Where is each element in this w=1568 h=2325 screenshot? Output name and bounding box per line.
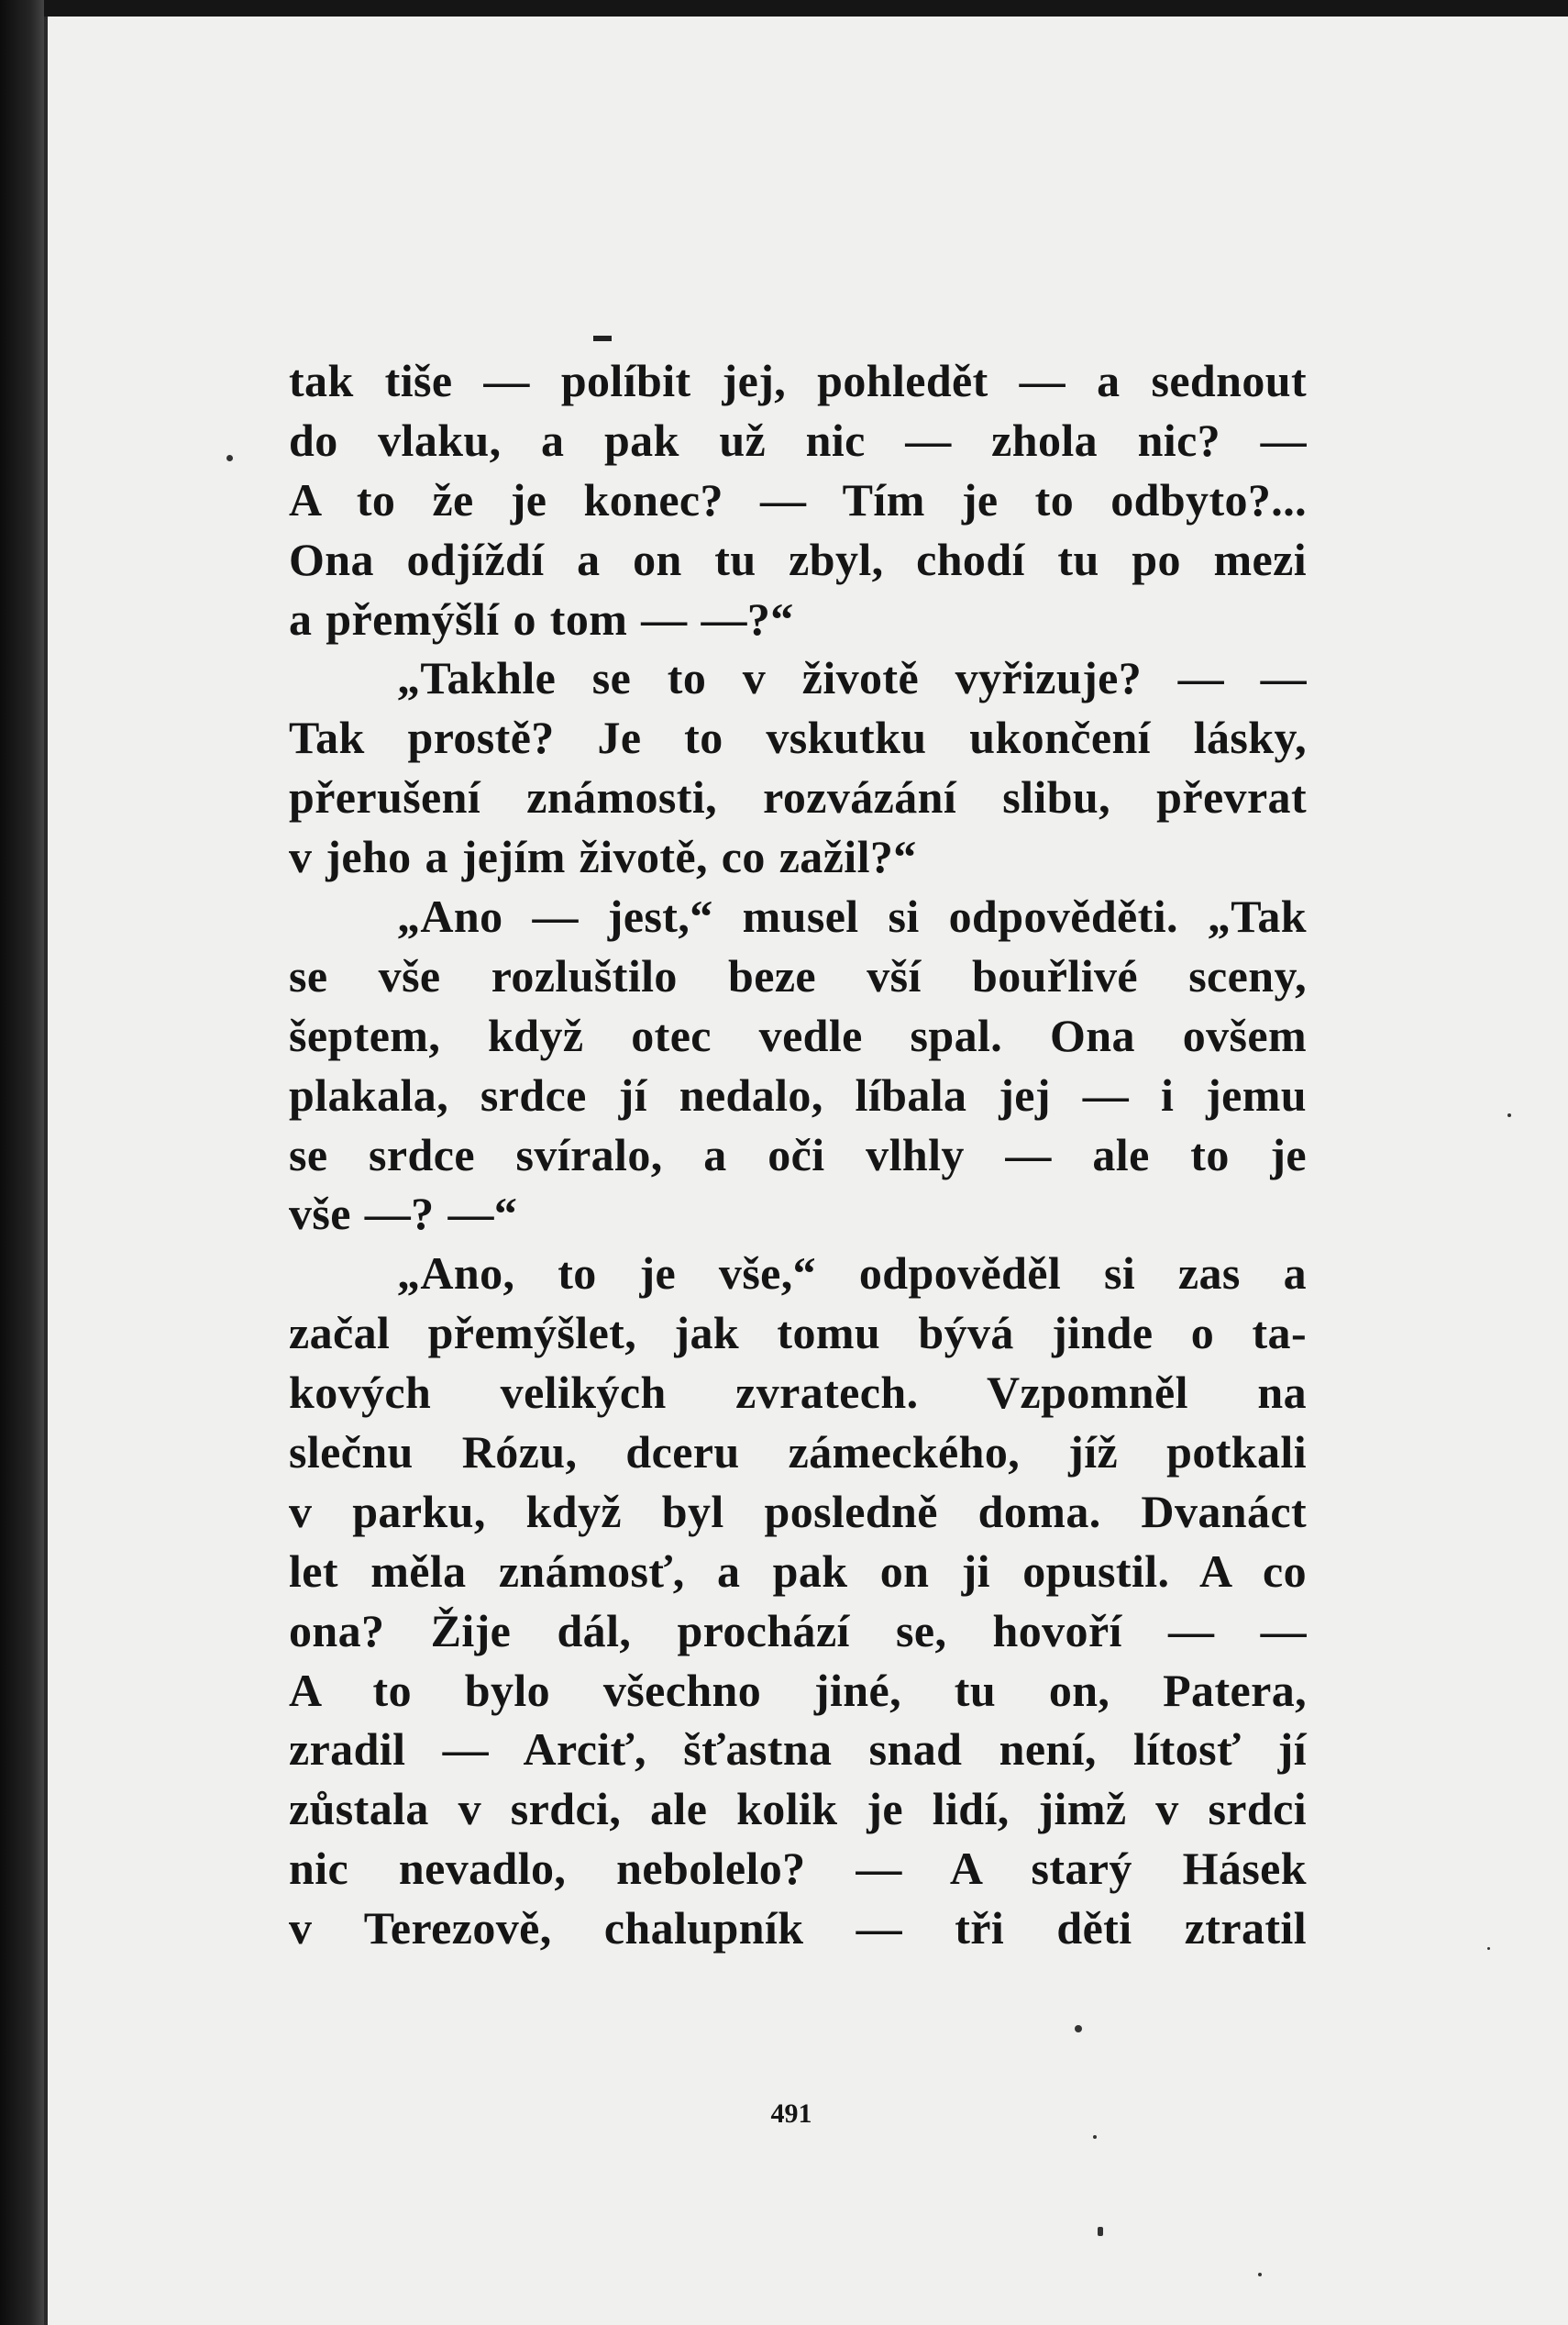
text-line: „Takhle se to v životě vyřizuje? — — bbox=[397, 652, 1307, 704]
book-page bbox=[44, 17, 1568, 2325]
text-line: plakala, srdce jí nedalo, líbala jej — i jemu bbox=[289, 1068, 1307, 1121]
top-dash-mark bbox=[593, 336, 612, 341]
text-line: nic nevadlo, nebolelo? — A starý Hásek bbox=[289, 1843, 1307, 1895]
text-line: šeptem, když otec vedle spal. Ona ovšem bbox=[289, 1009, 1307, 1061]
book-spine-edge bbox=[0, 0, 44, 2325]
text-line: Tak prostě? Je to vskutku ukončení lásky, bbox=[289, 712, 1307, 764]
body-text bbox=[289, 351, 1307, 1958]
text-line: přerušení známosti, rozvázání slibu, převrat bbox=[289, 771, 1307, 824]
text-line: let měla známosť, a pak on ji opustil. A co bbox=[289, 1544, 1307, 1597]
dust-speck bbox=[1093, 2135, 1097, 2139]
text-line: A to bylo všechno jiné, tu on, Patera, bbox=[289, 1664, 1307, 1716]
text-line: v jeho a jejím životě, co zažil?“ bbox=[289, 831, 917, 883]
page-number: 491 bbox=[770, 2098, 812, 2129]
text-line: vše —? —“ bbox=[289, 1188, 518, 1240]
dust-speck bbox=[1487, 1947, 1490, 1950]
dust-speck bbox=[226, 455, 233, 461]
text-line: „Ano, to je vše,“ odpověděl si zas a bbox=[397, 1247, 1307, 1300]
dust-speck bbox=[1098, 2227, 1103, 2236]
text-line: slečnu Rózu, dceru zámeckého, jíž potkali bbox=[289, 1426, 1307, 1478]
text-line: tak tiše — políbit jej, pohledět — a sednout bbox=[289, 355, 1307, 406]
text-line: kových velikých zvratech. Vzpomněl na bbox=[289, 1367, 1307, 1419]
text-line: se srdce svíralo, a oči vlhly — ale to je bbox=[289, 1128, 1307, 1180]
text-line: v parku, když byl posledně doma. Dvanáct bbox=[289, 1485, 1307, 1537]
text-line: zůstala v srdci, ale kolik je lidí, jimž v srdci bbox=[289, 1783, 1307, 1835]
text-line: začal přemýšlet, jak tomu bývá jinde o ta- bbox=[289, 1307, 1307, 1359]
text-line: zradil — Arciť, šťastna snad není, lítosť jí bbox=[289, 1723, 1307, 1776]
text-line: ona? Žije dál, prochází se, hovoří — — bbox=[289, 1604, 1307, 1656]
dust-speck bbox=[1507, 1113, 1511, 1117]
text-line: Ona odjíždí a on tu zbyl, chodí tu po mezi bbox=[289, 533, 1307, 585]
text-line: a přemýšlí o tom — —?“ bbox=[289, 592, 794, 645]
text-line: v Terezově, chalupník — tři děti ztratil bbox=[289, 1902, 1307, 1954]
text-line: A to že je konec? — Tím je to odbyto?... bbox=[289, 473, 1307, 526]
text-line: „Ano — jest,“ musel si odpověděti. „Tak bbox=[397, 891, 1307, 943]
dust-speck bbox=[1258, 2273, 1262, 2276]
text-line: do vlaku, a pak už nic — zhola nic? — bbox=[289, 414, 1307, 466]
dust-speck bbox=[1075, 2025, 1082, 2032]
text-line: se vše rozluštilo beze vší bouřlivé sceny, bbox=[289, 949, 1307, 1002]
